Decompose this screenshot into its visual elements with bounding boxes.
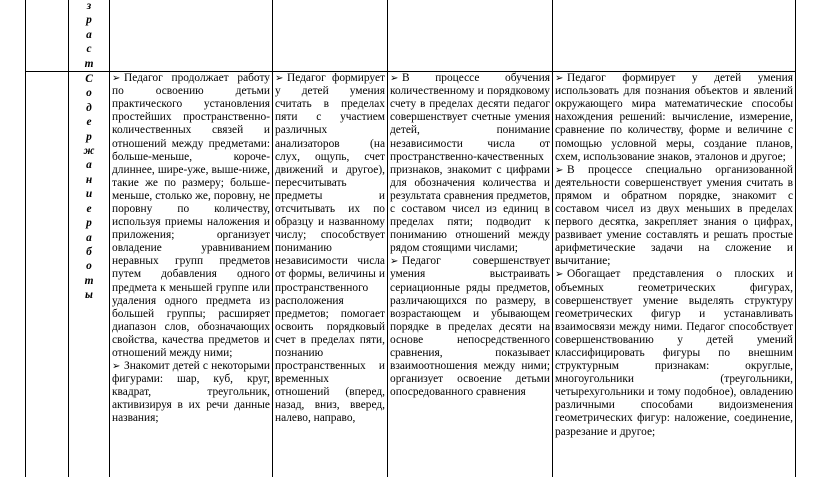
section-letter: и bbox=[85, 188, 93, 201]
age-cell-4 bbox=[553, 0, 796, 72]
table-row-content bbox=[26, 72, 796, 477]
content-paragraph bbox=[555, 268, 793, 438]
age-letter: т bbox=[84, 57, 94, 70]
age-letter: с bbox=[86, 43, 92, 56]
section-letter: о bbox=[86, 260, 92, 273]
blank-cell bbox=[26, 0, 69, 72]
section-letter: т bbox=[84, 274, 94, 287]
content-cell-2 bbox=[273, 72, 388, 477]
age-letter: з bbox=[86, 0, 92, 12]
age-letter: р bbox=[86, 14, 92, 27]
arrow-bullet-icon: ➢ bbox=[555, 164, 564, 176]
content-paragraph bbox=[275, 72, 385, 426]
arrow-bullet-icon: ➢ bbox=[555, 73, 564, 85]
content-cell-4 bbox=[553, 72, 796, 477]
paragraph-text: В процессе обучения количественному и порядковому счету в пределах десяти педагог совершенствует счетные умения детей, понимание независимости числа от пространственно-качественных признаков, знакомит с цифрами для обозначения количества и результата сравнения предметов, с составом чисел из единиц в пределах пяти; подводит к пониманию отношений между рядом стоящими числами; bbox=[390, 72, 550, 255]
content-paragraph bbox=[390, 72, 550, 255]
paragraph-text: Педагог продолжает работу по освоению детьми практического установления простейших пространственно-количественных связей и отношений между предметами: больше-меньше, короче-длиннее, шире-уже, выше-ниже, такие же по размеру; больше-меньше, столько же, поровну, не поровну по количеству, используя приемы наложения и приложения; организует овладение уравниванием неравных групп предметов путем добавления одного предмета к меньшей группе или удаления одного предмета из большей группы; расширяет диапазон слов, обозначающих свойства, качества предметов и отношений между ними; bbox=[112, 72, 270, 359]
section-letter: н bbox=[85, 173, 93, 186]
section-letter: б bbox=[86, 245, 92, 258]
content-paragraph bbox=[555, 72, 793, 164]
arrow-bullet-icon: ➢ bbox=[390, 73, 399, 85]
section-letter: а bbox=[86, 159, 92, 172]
content-paragraph bbox=[112, 360, 270, 425]
section-letter: ж bbox=[83, 145, 95, 158]
section-letter: р bbox=[86, 130, 92, 143]
program-table bbox=[25, 0, 796, 477]
section-letter: а bbox=[86, 231, 92, 244]
content-cell-1 bbox=[110, 72, 273, 477]
paragraph-text: Педагог совершенствует умения выстраивать сериационные ряды предметов, различающихся по размеру, в возрастающем и убывающем порядке в пределах десяти на основе непосредственного сравнения, показывает взаимоотношения между ними; организует освоение детьми опосредованного сравнения bbox=[390, 255, 550, 399]
arrow-bullet-icon: ➢ bbox=[112, 361, 121, 373]
content-cell-3 bbox=[388, 72, 553, 477]
age-letter: а bbox=[86, 28, 92, 41]
section-letter: д bbox=[86, 101, 92, 114]
section-letter: о bbox=[86, 87, 92, 100]
paragraph-text: Педагог формирует у детей умения считать в пределах пяти с участием различных анализаторов (на слух, ощупь, счет движений и другое), пересчитывать предметы и отсчитывать их по образцу и названному числу; способствует пониманию независимости числа от формы, величины и пространственного расположения предметов; помогает освоить порядковый счет в пределах пяти, познанию пространственных и временных отношений (вперед, назад, вниз, вверед, налево, направо, bbox=[275, 72, 385, 425]
section-letter: е bbox=[86, 116, 92, 129]
section-letter: С bbox=[85, 73, 93, 86]
content-paragraph bbox=[112, 72, 270, 360]
arrow-bullet-icon: ➢ bbox=[390, 256, 399, 268]
paragraph-text: Обогащает представления о плоских и объемных геометрических фигурах, совершенствует умение выделять структуру геометрических фигур и устанавливать взаимосвязи между ними. Педагог способствует совершенствованию у детей умений классифицировать фигуры по внешним структурным признакам: округлые, многоугольники (треугольники, четырехугольники и тому подобное), овладению различными способами видоизменения геометрических фигур: наложение, соединение, разрезание и другое; bbox=[555, 268, 793, 438]
content-paragraph bbox=[555, 164, 793, 269]
age-cell-3 bbox=[388, 0, 553, 72]
arrow-bullet-icon: ➢ bbox=[275, 73, 284, 85]
arrow-bullet-icon: ➢ bbox=[112, 73, 121, 85]
section-label-cell bbox=[69, 72, 110, 477]
age-cell-2 bbox=[273, 0, 388, 72]
paragraph-text: Педагог формирует у детей умения использовать для познания объектов и явлений окружающего мира математические способы нахождения решений: вычисление, измерение, сравнение по количеству, форме и величине с помощью условной меры, создание планов, схем, использование знаков, эталонов и другое; bbox=[555, 72, 793, 163]
paragraph-text: В процессе специально организованной деятельности совершенствует умения считать в прямом и обратном порядке, знакомит с составом чисел из двух меньших в пределах первого десятка, закрепляет знания о цифрах, развивает умение составлять и решать простые арифметические задачи на сложение и вычитание; bbox=[555, 163, 793, 268]
section-letter: ы bbox=[85, 289, 93, 302]
content-paragraph bbox=[390, 255, 550, 399]
age-label-cell bbox=[69, 0, 110, 72]
table-row-age bbox=[26, 0, 796, 72]
age-cell-1 bbox=[110, 0, 273, 72]
section-letter: р bbox=[86, 217, 92, 230]
arrow-bullet-icon: ➢ bbox=[555, 269, 564, 281]
blank-cell bbox=[26, 72, 69, 477]
section-letter: е bbox=[86, 202, 92, 215]
paragraph-text: Знакомит детей с некоторыми фигурами: шар, куб, круг, квадрат, треугольник, активизируя в их речи данные названия; bbox=[112, 360, 270, 425]
